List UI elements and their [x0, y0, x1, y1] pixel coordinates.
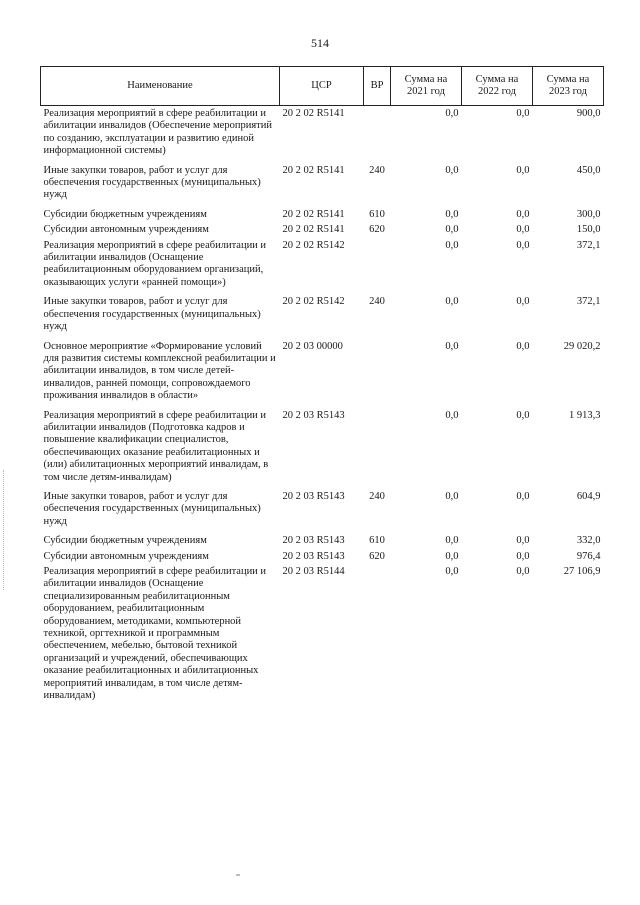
row-sum-2022: 0,0 [516, 224, 530, 236]
header-sum-2023: Сумма на 2023 год [533, 67, 604, 106]
table-row [41, 485, 604, 529]
row-vr: 240 [369, 490, 385, 502]
row-sum-2022: 0,0 [516, 409, 530, 421]
row-sum-2023: 150,0 [576, 224, 601, 236]
row-sum-2021: 0,0 [445, 224, 459, 236]
header-sum-2021: Сумма на 2021 год [391, 67, 462, 106]
table-row [41, 290, 604, 334]
row-sum-2022: 0,0 [516, 535, 530, 547]
row-sum-2023: 450,0 [576, 164, 601, 176]
budget-table [40, 66, 604, 703]
row-name: Основное мероприятие «Формирование условий для развития системы комплексной реабилитации и абилитации инвалидов, в том числе детей-инвалидов, ранней помощи, сопровождаемого проживания инвалидов в области» [43, 340, 276, 402]
row-sum-2021: 0,0 [445, 409, 459, 421]
row-sum-2021: 0,0 [445, 239, 459, 251]
scan-speck [236, 874, 240, 876]
row-sum-2022: 0,0 [516, 566, 530, 577]
row-vr: 240 [369, 164, 385, 176]
row-sum-2023: 604,9 [576, 490, 601, 502]
row-sum-2023: 332,0 [576, 535, 601, 547]
table-header [41, 67, 604, 106]
table-row [41, 549, 604, 564]
row-sum-2021: 0,0 [445, 108, 459, 119]
table-row [41, 222, 604, 237]
row-vr [364, 335, 391, 404]
row-sum-2022: 0,0 [516, 550, 530, 562]
table-body [41, 106, 604, 704]
row-vr [364, 404, 391, 485]
scan-edge-mark [3, 470, 5, 590]
row-name: Субсидии бюджетным учреждениям [43, 535, 207, 547]
row-csr: 20 2 02 R5141 [282, 108, 345, 119]
row-sum-2023: 900,0 [576, 108, 601, 119]
row-name: Реализация мероприятий в сфере реабилитации и абилитации инвалидов (Подготовка кадров и повышение квалификации специалистов, обеспечивающих оказание реабилитационных и (или) абилитационных мероприятий инвалидам, в том числе детям-инвалидам) [43, 409, 269, 483]
row-csr: 20 2 03 00000 [282, 340, 343, 352]
table-row [41, 238, 604, 291]
row-sum-2023: 976,4 [576, 550, 601, 562]
row-sum-2022: 0,0 [516, 108, 530, 119]
row-sum-2022: 0,0 [516, 164, 530, 176]
row-sum-2022: 0,0 [516, 296, 530, 308]
row-name: Реализация мероприятий в сфере реабилитации и абилитации инвалидов (Обеспечение мероприятий по созданию, эксплуатации и развитию единой информационной системы) [43, 108, 272, 157]
row-sum-2022: 0,0 [516, 239, 530, 251]
table-row [41, 529, 604, 548]
row-csr: 20 2 02 R5141 [282, 224, 345, 236]
row-vr: 610 [369, 535, 385, 547]
row-sum-2023: 29 020,2 [563, 340, 601, 352]
table-row [41, 404, 604, 485]
row-csr: 20 2 03 R5143 [282, 409, 345, 421]
row-sum-2021: 0,0 [445, 550, 459, 562]
row-vr [364, 564, 391, 703]
row-name: Иные закупки товаров, работ и услуг для обеспечения государственных (муниципальных) нужд [43, 490, 261, 527]
row-sum-2023: 372,1 [576, 296, 601, 308]
row-vr [364, 106, 391, 159]
row-sum-2021: 0,0 [445, 566, 459, 577]
row-sum-2023: 1 913,3 [569, 409, 601, 421]
table-row [41, 564, 604, 703]
row-sum-2021: 0,0 [445, 535, 459, 547]
row-sum-2021: 0,0 [445, 164, 459, 176]
row-csr: 20 2 02 R5142 [282, 239, 345, 251]
row-vr: 620 [369, 224, 385, 236]
table-row [41, 203, 604, 222]
row-sum-2021: 0,0 [445, 490, 459, 502]
row-csr: 20 2 03 R5143 [282, 535, 345, 547]
row-name: Реализация мероприятий в сфере реабилитации и абилитации инвалидов (Оснащение специализированным реабилитационным оборудованием, реабилитационным оборудованием, методиками, компьютерной техникой, оргтехникой и программным обеспечением, мебелью, бытовой техникой организаций и учреждений, обеспечивающих оказание реабилитационных и абилитационных мероприятий инвалидам, в том числе детям-инвалидам) [43, 566, 267, 702]
header-vr: ВР [364, 67, 391, 106]
row-csr: 20 2 03 R5144 [282, 566, 345, 577]
row-csr: 20 2 02 R5141 [282, 208, 345, 220]
row-sum-2023: 27 106,9 [563, 566, 601, 577]
row-name: Иные закупки товаров, работ и услуг для обеспечения государственных (муниципальных) нужд [43, 164, 261, 201]
table-row [41, 159, 604, 203]
row-vr: 240 [369, 296, 385, 308]
row-vr: 610 [369, 208, 385, 220]
row-sum-2021: 0,0 [445, 208, 459, 220]
row-name: Реализация мероприятий в сфере реабилитации и абилитации инвалидов (Оснащение реабилитационным оборудованием организаций, оказывающих услуги «ранней помощи») [43, 239, 267, 288]
row-sum-2022: 0,0 [516, 490, 530, 502]
row-csr: 20 2 02 R5142 [282, 296, 345, 308]
row-name: Иные закупки товаров, работ и услуг для обеспечения государственных (муниципальных) нужд [43, 296, 261, 333]
row-csr: 20 2 02 R5141 [282, 164, 345, 176]
row-csr: 20 2 03 R5143 [282, 550, 345, 562]
table-row [41, 106, 604, 159]
table-row [41, 335, 604, 404]
row-name: Субсидии автономным учреждениям [43, 550, 209, 562]
row-vr: 620 [369, 550, 385, 562]
row-name: Субсидии автономным учреждениям [43, 224, 209, 236]
row-sum-2021: 0,0 [445, 296, 459, 308]
row-csr: 20 2 03 R5143 [282, 490, 345, 502]
page-number: 514 [311, 36, 329, 50]
header-name: Наименование [41, 67, 280, 106]
header-sum-2022: Сумма на 2022 год [462, 67, 533, 106]
row-name: Субсидии бюджетным учреждениям [43, 208, 207, 220]
row-sum-2023: 372,1 [576, 239, 601, 251]
row-sum-2022: 0,0 [516, 208, 530, 220]
row-vr [364, 238, 391, 291]
header-csr: ЦСР [280, 67, 364, 106]
row-sum-2022: 0,0 [516, 340, 530, 352]
row-sum-2023: 300,0 [576, 208, 601, 220]
row-sum-2021: 0,0 [445, 340, 459, 352]
